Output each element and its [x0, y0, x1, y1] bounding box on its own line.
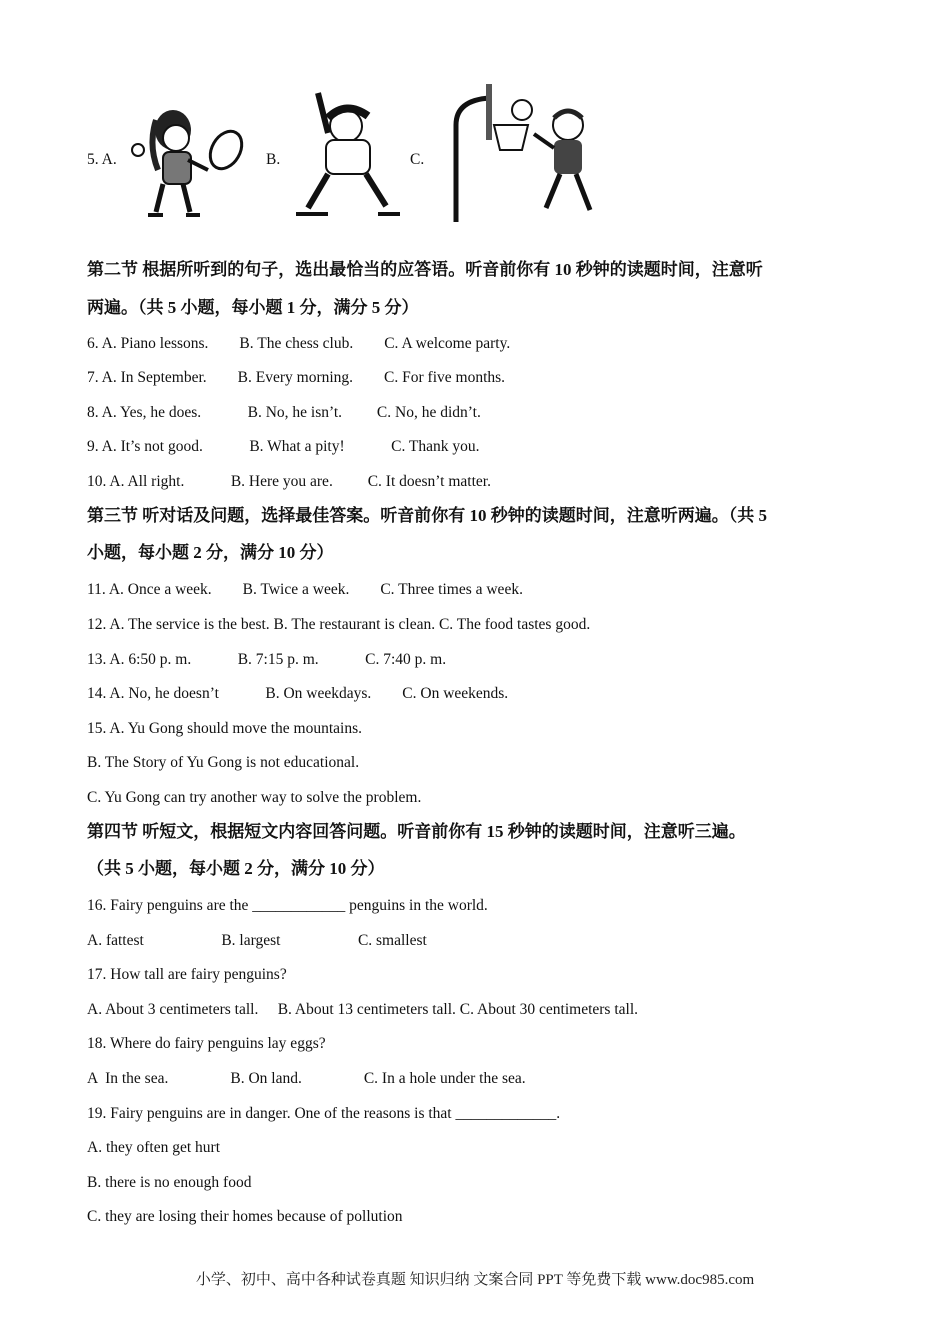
question-17: 17. How tall are fairy penguins?: [87, 966, 287, 983]
section-3-heading-line-1: 第三节 听对话及问题，选择最佳答案。听音前你有 10 秒钟的读题时间，注意听两遍。（共 5: [87, 506, 767, 525]
tennis-player-image: [128, 100, 253, 220]
question-12: 12. A. The service is the best. B. The restaurant is clean. C. The food tastes good.: [87, 616, 591, 633]
q5-option-a-label: 5. A.: [87, 151, 117, 168]
section-3-heading-line-2: 小题，每小题 2 分，满分 10 分）: [87, 543, 334, 562]
page-footer: 小学、初中、高中各种试卷真题 知识归纳 文案合同 PPT 等免费下载 www.doc985.com: [195, 1272, 755, 1288]
question-6: 6. A. Piano lessons. B. The chess club. C. A welcome party.: [87, 335, 511, 352]
section-4-heading-line-2: （共 5 小题，每小题 2 分，满分 10 分）: [87, 859, 385, 878]
basketball-player-image: [450, 70, 610, 225]
q5-option-b-label: B.: [266, 151, 281, 168]
baseball-batter-image: [288, 88, 408, 223]
question-16-options: A. fattest B. largest C. smallest: [87, 932, 427, 949]
q5-option-c-label: C.: [410, 151, 425, 168]
question-15-option-b: B. The Story of Yu Gong is not educational.: [87, 754, 360, 771]
question-19: 19. Fairy penguins are in danger. One of the reasons is that _____________.: [87, 1105, 561, 1122]
question-19-option-b: B. there is no enough food: [87, 1174, 252, 1191]
question-17-options: A. About 3 centimeters tall. B. About 13 centimeters tall. C. About 30 centimeters tall.: [87, 1001, 639, 1018]
section-4-heading-line-1: 第四节 听短文，根据短文内容回答问题。听音前你有 15 秒钟的读题时间，注意听三遍。: [87, 822, 746, 841]
question-11: 11. A. Once a week. B. Twice a week. C. Three times a week.: [87, 581, 523, 598]
question-14: 14. A. No, he doesn’t B. On weekdays. C. On weekends.: [87, 685, 509, 702]
question-13: 13. A. 6:50 p. m. B. 7:15 p. m. C. 7:40 p. m.: [87, 651, 447, 668]
question-18: 18. Where do fairy penguins lay eggs?: [87, 1035, 326, 1052]
section-2-heading-line-1: 第二节 根据所听到的句子，选出最恰当的应答语。听音前你有 10 秒钟的读题时间，注意听: [87, 260, 763, 279]
question-7: 7. A. In September. B. Every morning. C. For five months.: [87, 369, 506, 386]
question-9: 9. A. It’s not good. B. What a pity! C. Thank you.: [87, 438, 480, 455]
question-10: 10. A. All right. B. Here you are. C. It doesn’t matter.: [87, 473, 491, 490]
question-15-option-c: C. Yu Gong can try another way to solve the problem.: [87, 789, 422, 806]
question-19-option-c: C. they are losing their homes because of pollution: [87, 1208, 403, 1225]
question-8: 8. A. Yes, he does. B. No, he isn’t. C. No, he didn’t.: [87, 404, 481, 421]
question-18-options: A In the sea. B. On land. C. In a hole under the sea.: [87, 1070, 526, 1087]
section-2-heading-line-2: 两遍。（共 5 小题，每小题 1 分，满分 5 分）: [87, 298, 419, 317]
question-15-option-a: 15. A. Yu Gong should move the mountains.: [87, 720, 362, 737]
question-19-option-a: A. they often get hurt: [87, 1139, 221, 1156]
question-16: 16. Fairy penguins are the ____________ penguins in the world.: [87, 897, 488, 914]
